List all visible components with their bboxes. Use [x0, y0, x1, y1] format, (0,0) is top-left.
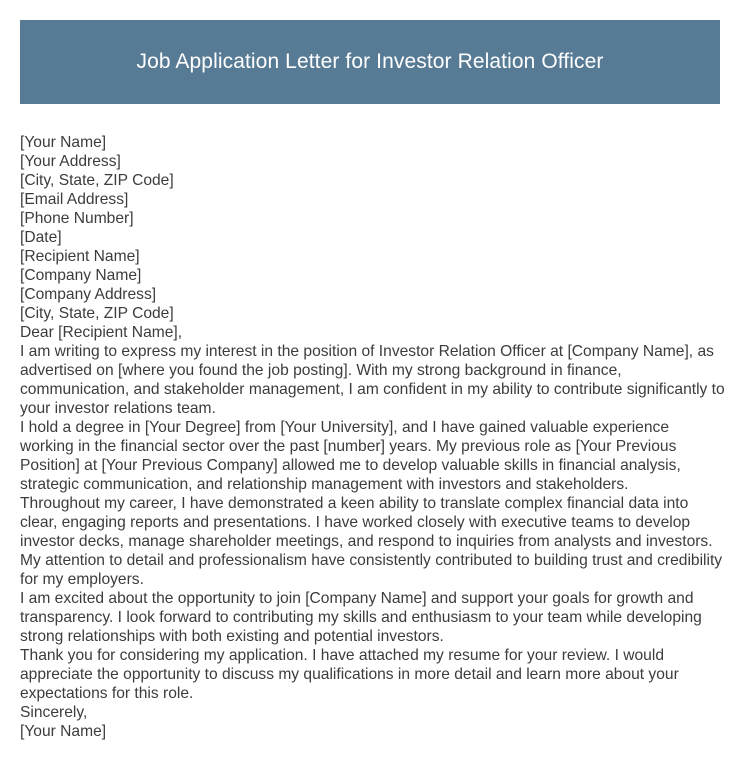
- sender-address: [Your Address]: [20, 153, 121, 170]
- recipient-company: [Company Name]: [20, 267, 142, 284]
- letter-date: [Date]: [20, 229, 62, 246]
- body-paragraph-5: Thank you for considering my application. I have attached my resume for your review. I would appreciate the opportunity to discuss my qualifications in more detail and learn more about your expectations for this role.: [20, 647, 679, 702]
- closing: Sincerely,: [20, 704, 88, 721]
- body-paragraph-3: Throughout my career, I have demonstrated a keen ability to translate complex financial data into clear, engaging reports and presentations. I have worked closely with executive teams to develop investor decks, manage shareholder meetings, and respond to inquiries from analysts and investors. My attention to detail and professionalism have consistently contributed to building trust and credibility for my employers.: [20, 495, 723, 588]
- sender-name: [Your Name]: [20, 134, 107, 151]
- title-banner: [20, 20, 720, 104]
- recipient-city-state-zip: [City, State, ZIP Code]: [20, 305, 174, 322]
- sender-city-state-zip: [City, State, ZIP Code]: [20, 172, 174, 189]
- sender-email: [Email Address]: [20, 191, 129, 208]
- signature: [Your Name]: [20, 723, 107, 740]
- recipient-name: [Recipient Name]: [20, 248, 140, 265]
- sender-phone: [Phone Number]: [20, 210, 134, 227]
- body-paragraph-2: I hold a degree in [Your Degree] from [Your University], and I have gained valuable experience working in the financial sector over the past [number] years. My previous role as [Your Previous Position] at [Your Previous Company] allowed me to develop valuable skills in financial analysis, strategic communication, and relationship management with investors and stakeholders.: [20, 419, 681, 493]
- page-title: Job Application Letter for Investor Relation Officer: [136, 50, 604, 73]
- letter-body: [20, 133, 726, 741]
- recipient-company-address: [Company Address]: [20, 286, 157, 303]
- body-paragraph-1: I am writing to express my interest in the position of Investor Relation Officer at [Company Name], as advertised on [where you found the job posting]. With my strong background in finance, communication, and stakeholder management, I am confident in my ability to contribute significantly to your investor relations team.: [20, 343, 725, 417]
- salutation: Dear [Recipient Name],: [20, 324, 183, 341]
- body-paragraph-4: I am excited about the opportunity to join [Company Name] and support your goals for growth and transparency. I look forward to contributing my skills and enthusiasm to your team while developing strong relationships with both existing and potential investors.: [20, 590, 702, 645]
